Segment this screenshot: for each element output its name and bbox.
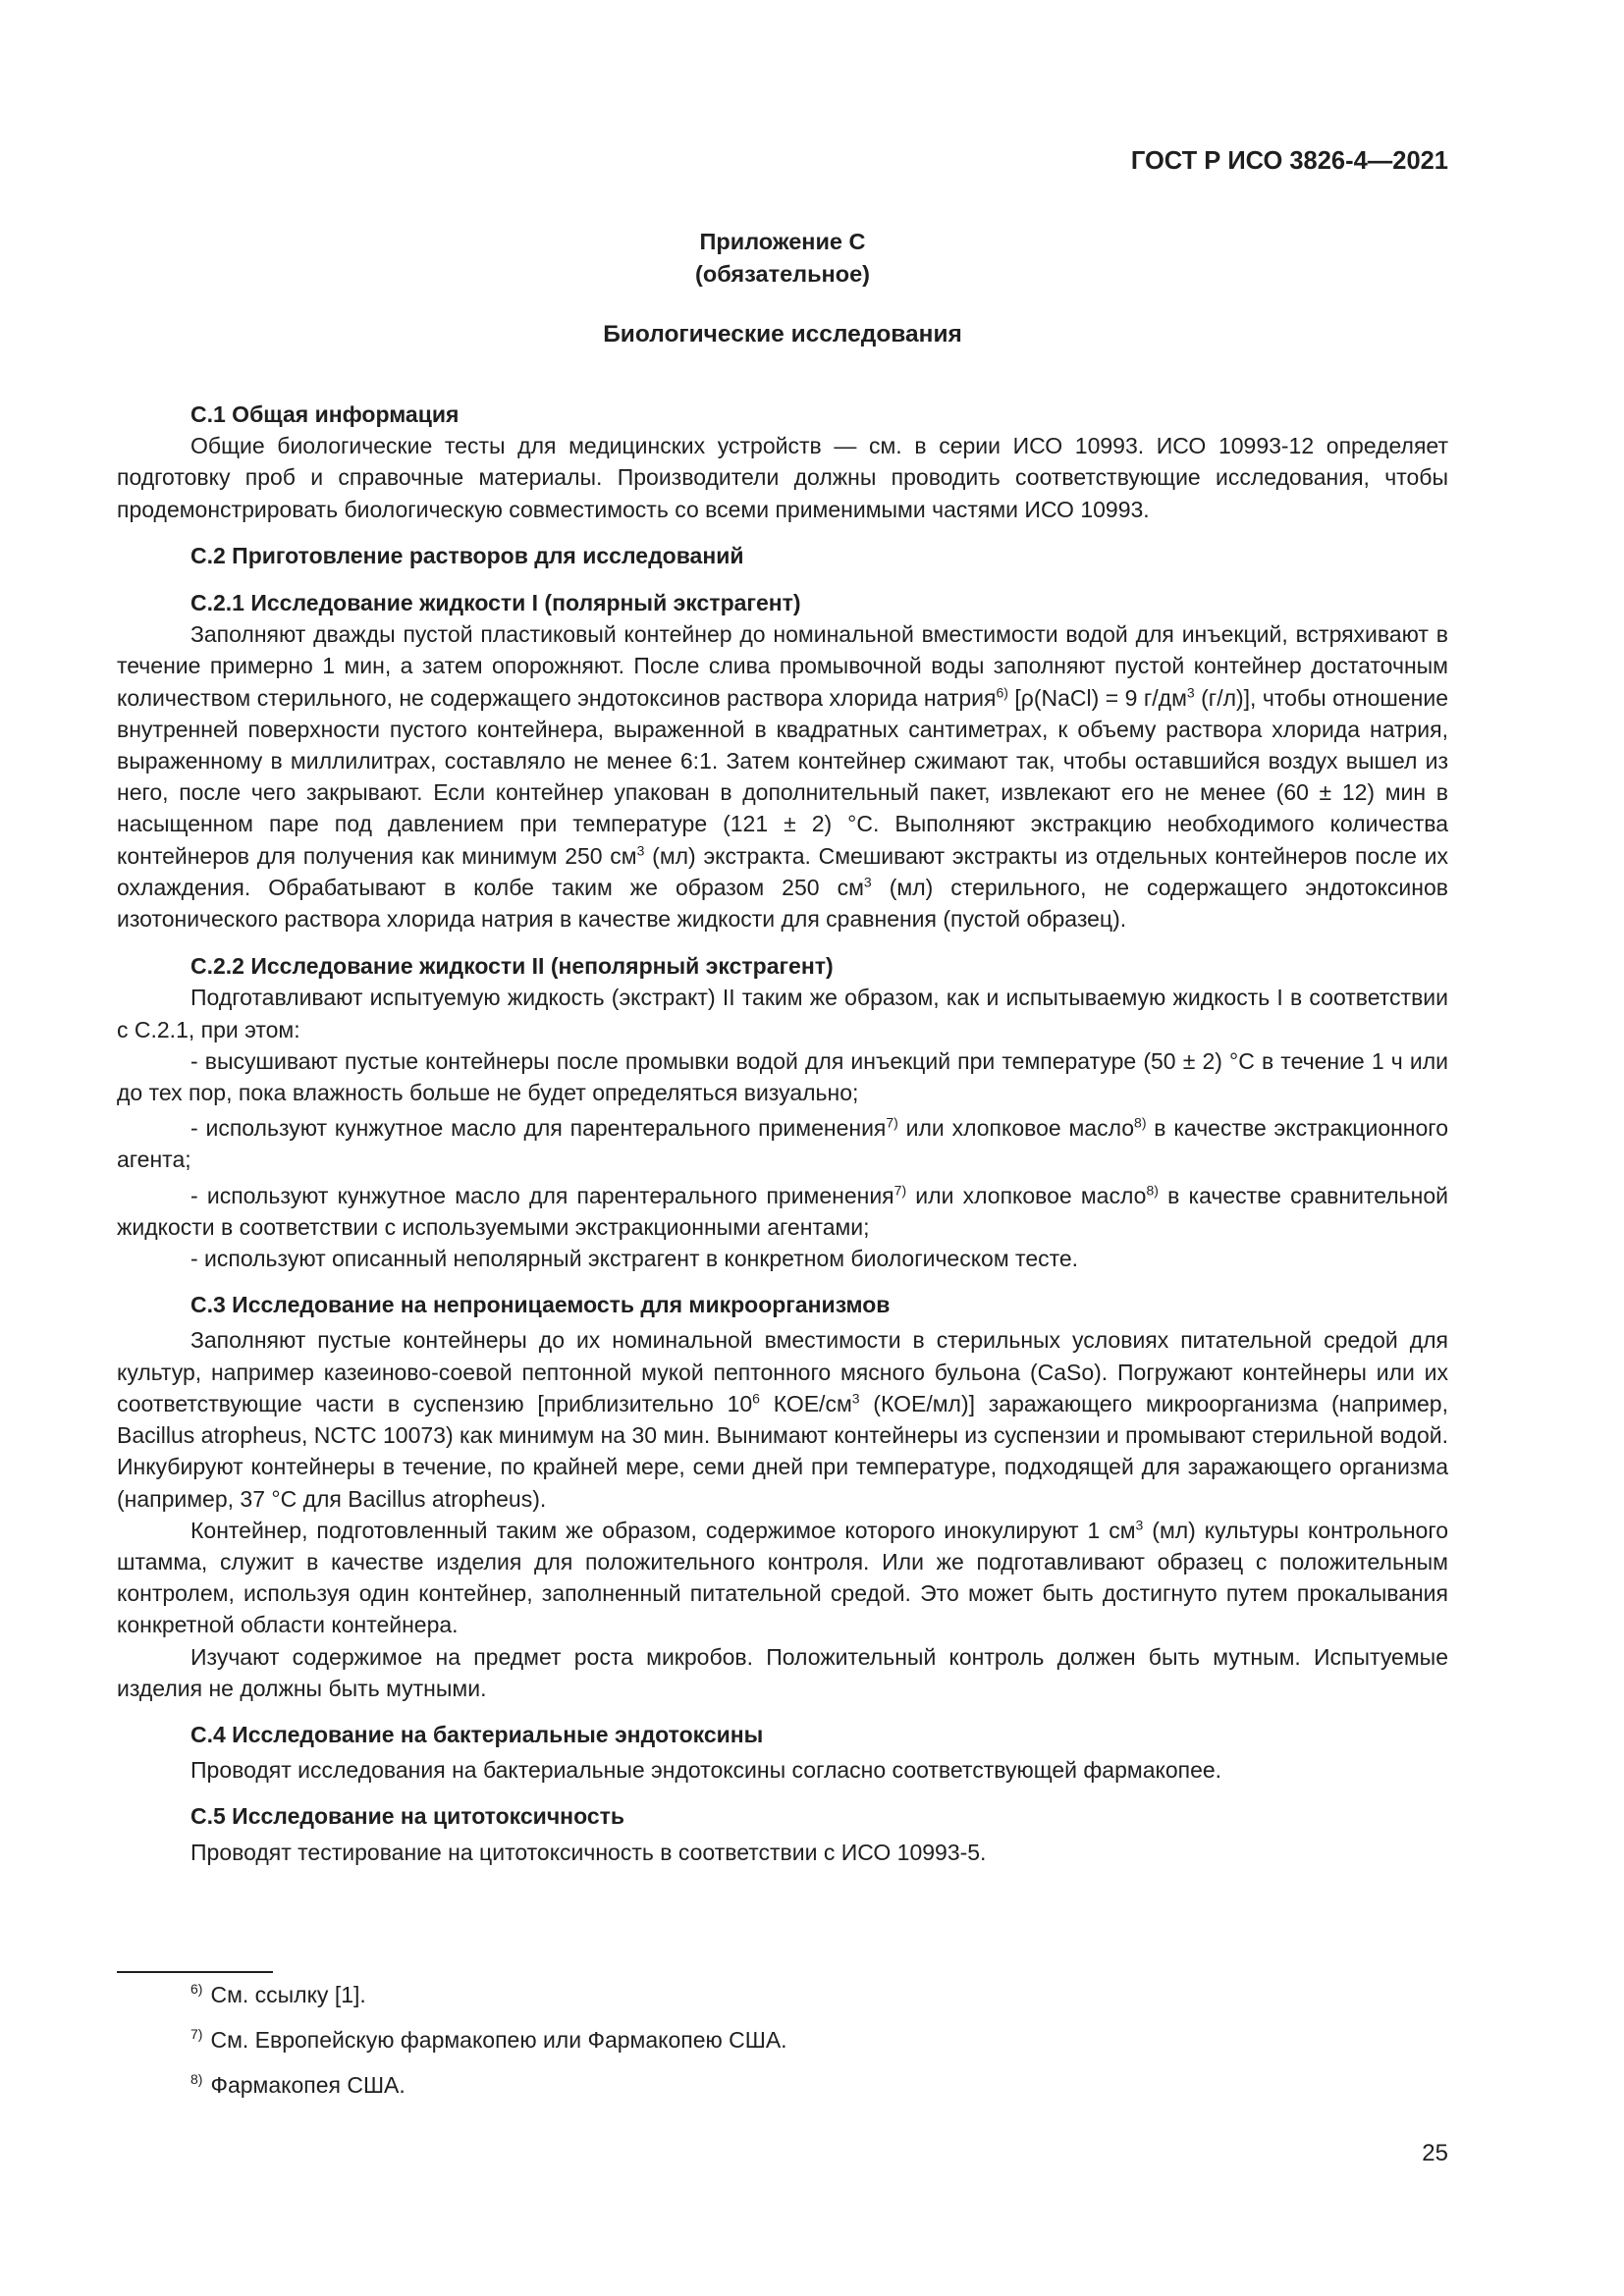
footnote-item: $^{8)}$ Фармакопея США. [190,2071,406,2098]
section-heading-c2-2: С.2.2 Исследование жидкости II (неполярный экстрагент) [190,953,834,980]
section-heading-c3: С.3 Исследование на непроницаемость для микроорганизмов [190,1292,891,1318]
footnote-ref: 7) [893,1182,907,1199]
annex-heading [117,226,1448,291]
page-number: 25 [1422,2140,1448,2166]
document-body [117,399,1448,1868]
paragraph-c3-3: Изучают содержимое на предмет роста микробов. Положительный контроль должен быть мутным. Испытуемые изделия не должны быть мутными. [117,1643,1448,1701]
paragraph-c5: Проводят тестирование на цитотоксичность в соответствии с ИСО 10993-5. [190,1839,987,1865]
paragraph-c3-1: Заполняют пустые контейнеры до их номинальной вместимости в стерильных условиях питательной средой для культур, например казеиново-соевой пептонной мукой пептонного мясного бульона (CaSo). Погружают контейнеры или их соответствующие части в суспензию [приблизительно $10^6$ КОЕ/$см^3$ (КОЕ/мл)] заражающего микроорганизма (например, Bacillus atropheus, NCTC 10073) как минимум на 30 мин. Вынимают контейнеры из суспензии и промывают стерильной водой. Инкубируют контейнеры в течение, по крайней мере, семи дней при температуре, подходящей для заражающего организма (например, 37 °С для Bacillus atropheus). [117,1327,1448,1512]
section-heading-c1: С.1 Общая информация [190,401,460,427]
section-heading-c2: С.2 Приготовление растворов для исследований [190,542,744,568]
annex-status: (обязательное) [695,261,870,287]
paragraph-c1: Общие биологические тесты для медицинских устройств — см. в серии ИСО 10993. ИСО 10993-12 определяет подготовку проб и справочные материалы. Производители должны проводить соответствующие исследования, чтобы продемонстрировать биологическую совместимость со всеми применимыми частями ИСО 10993. [117,433,1448,522]
annex-title: Биологические исследования [603,321,962,347]
footnotes [190,1979,1369,2114]
section-heading-c5: С.5 Исследование на цитотоксичность [190,1803,625,1830]
paragraph-c3-2: Контейнер, подготовленный таким же образом, содержимое которого инокулируют 1 $см^3$ (мл) культуры контрольного штамма, служит в качестве изделия для положительного контроля. Или же подготавливают образец с положительным контролем, используя один контейнер, заполненный питательной средой. Это может быть достигнуто путем прокалывания конкретной области контейнера. [117,1517,1448,1638]
footnote-ref: 8) [1134,1114,1147,1131]
section-heading-c2-1: С.2.1 Исследование жидкости I (полярный экстрагент) [190,590,801,616]
footnote-ref: 7) [886,1114,898,1131]
section-heading-c4: С.4 Исследование на бактериальные эндотоксины [190,1721,764,1747]
list-item: - высушивают пустые контейнеры после промывки водой для инъекций при температуре (50 ± 2) °С в течение 1 ч или до тех пор, пока влажность больше не будет определяться визуально; [117,1047,1448,1106]
paragraph-c2-1: Заполняют дважды пустой пластиковый контейнер до номинальной вместимости водой для инъекций, встряхивают в течение примерно 1 мин, а затем опорожняют. После слива промывочной воды заполняют пустой контейнер достаточным количеством стерильного, не содержащего эндотоксинов раствора хлорида натрия$^{6)}$ [ρ(NaCl) = 9 $г/дм^3$ (г/л)], чтобы отношение внутренней поверхности пустого контейнера, выраженной в квадратных сантиметрах, к объему раствора хлорида натрия, выраженному в миллилитрах, составляло не менее 6:1. Затем контейнер сжимают так, чтобы оставшийся воздух вышел из него, после чего закрывают. Если контейнер упакован в дополнительный пакет, извлекают его не менее (60 ± 12) мин в насыщенном паре под давлением при температуре (121 ± 2) °С. Выполняют экстракцию необходимого количества контейнеров для получения как минимум 250 $см^3$ (мл) экстракта. Смешивают экстракты из отдельных контейнеров после их охлаждения. Обрабатывают в колбе таким же образом 250 $см^3$ (мл) стерильного, не содержащего эндотоксинов изотонического раствора хлорида натрия в качестве жидкости для сравнения (пустой образец). [117,621,1449,933]
list-item: - используют кунжутное масло для парентерального применения$^{7)}$ или хлопковое масло$^{8)}$ в качестве сравнительной жидкости в соответствии с используемыми экстракционными агентами; [117,1182,1448,1240]
annex-label: Приложение С [699,229,866,254]
footnote-divider [117,1971,273,1973]
footnote-item: $^{6)}$ См. ссылку [1]. [190,1981,366,2007]
footnote-ref: 8) [1146,1182,1159,1199]
list-item: - используют описанный неполярный экстрагент в конкретном биологическом тесте. [190,1246,1079,1272]
list-item: - используют кунжутное масло для парентерального применения$^{7)}$ или хлопковое масло$^{8)}$ в качестве экстракционного агента; [117,1114,1448,1173]
paragraph-c4: Проводят исследования на бактериальные эндотоксины согласно соответствующей фармакопее. [190,1757,1222,1784]
footnote-item: $^{7)}$ См. Европейскую фармакопею или Фармакопею США. [190,2026,787,2053]
paragraph-c2-2-intro: Подготавливают испытуемую жидкость (экстракт) II таким же образом, как и испытываемую жидкость I в соответствии с С.2.1, при этом: [117,985,1448,1042]
document-code: ГОСТ Р ИСО 3826-4—2021 [1130,147,1448,175]
footnote-ref: 6) [996,683,1008,700]
